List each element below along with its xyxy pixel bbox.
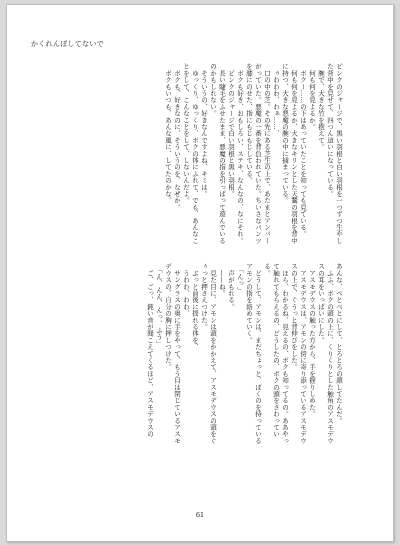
text-column-upper: ピンクのジャージで、黒い羽根と白い羽根を一つずつ生やした背中を見せて、四つん這いになっている。 腕で、大きな竹を抱えて。 何も何を見よるか。 ボクー……の下はあっていたことを知っても見ている。 何も何を見よるか、大きなキリンとした天鵞の羽根を背中に持つ、大きな悪魔の腕の中に捕まっている。 ぅわわわ、わぁ……、 口の中の芝。その先にある芝生の上で、あたまとアンバーがっていた。悪魔の一番を背負われていた。ちいさなパンツを膝にのせた、指にもじもじしている。 ボクも好き、おもしろい、ステキ、なんなの、なにそれ。 ピンクのジャージで白い羽根と黒い羽根。 長い睫毛をふせたまま、悪魔の指を引っぱって遊んでいるのかもしれない。 そういうの、好きなんですよね、キミは。 ゆっくり、ゆっくり、ボクの体にふれて、でも、あんなことをして、こんなことをして、しないんだよ。 ボクも、好きなのに、そういうのを、なぜか。 ボクもいつも、あんな風に、してたのかな。	[164, 63, 343, 244]
book-page	[6, 4, 394, 542]
text-column-lower: あんな、べとべとにして、とろとろの顔してたんだ。 ふふ、ボクの頭の上に、くりくりとした触角のアスモデウスの耳をいっぱいにした。 アスモデウスの触った方から、手を握りしめた。 アスモデウスは、アモンの傍に寄り添っているアスモデウスの上で、ぐうっと背伸びをした。 ほら、わかるね、見えるの、ボクも知ってるの。ああやって触れてもらえるの、どうしたの、ボクの頭をさわっている。 どうして、アモンは、まだちょっと、ぼくのを持っているアモンの指を絡めていく。 「んっ」 声がもれる。 ——ね。 見た目に、アモンは頭をかかえて、アスモデウスの頭をぐぅっと押さえつけた。 ぶっと前後に揺れる体を、 うわわ、わわ、 サングラスの奥に手をやって、もう目は閉じているアスモデウスの、自分の胸に押しつけた。 「ん、んん、んっ、ふう」 ご、ごっ、鈍い音が聞こえてくるほど、アスモデウスの	[146, 263, 343, 444]
page-number: 61	[195, 511, 205, 519]
running-header: かくれんぼしてないで	[31, 40, 104, 48]
